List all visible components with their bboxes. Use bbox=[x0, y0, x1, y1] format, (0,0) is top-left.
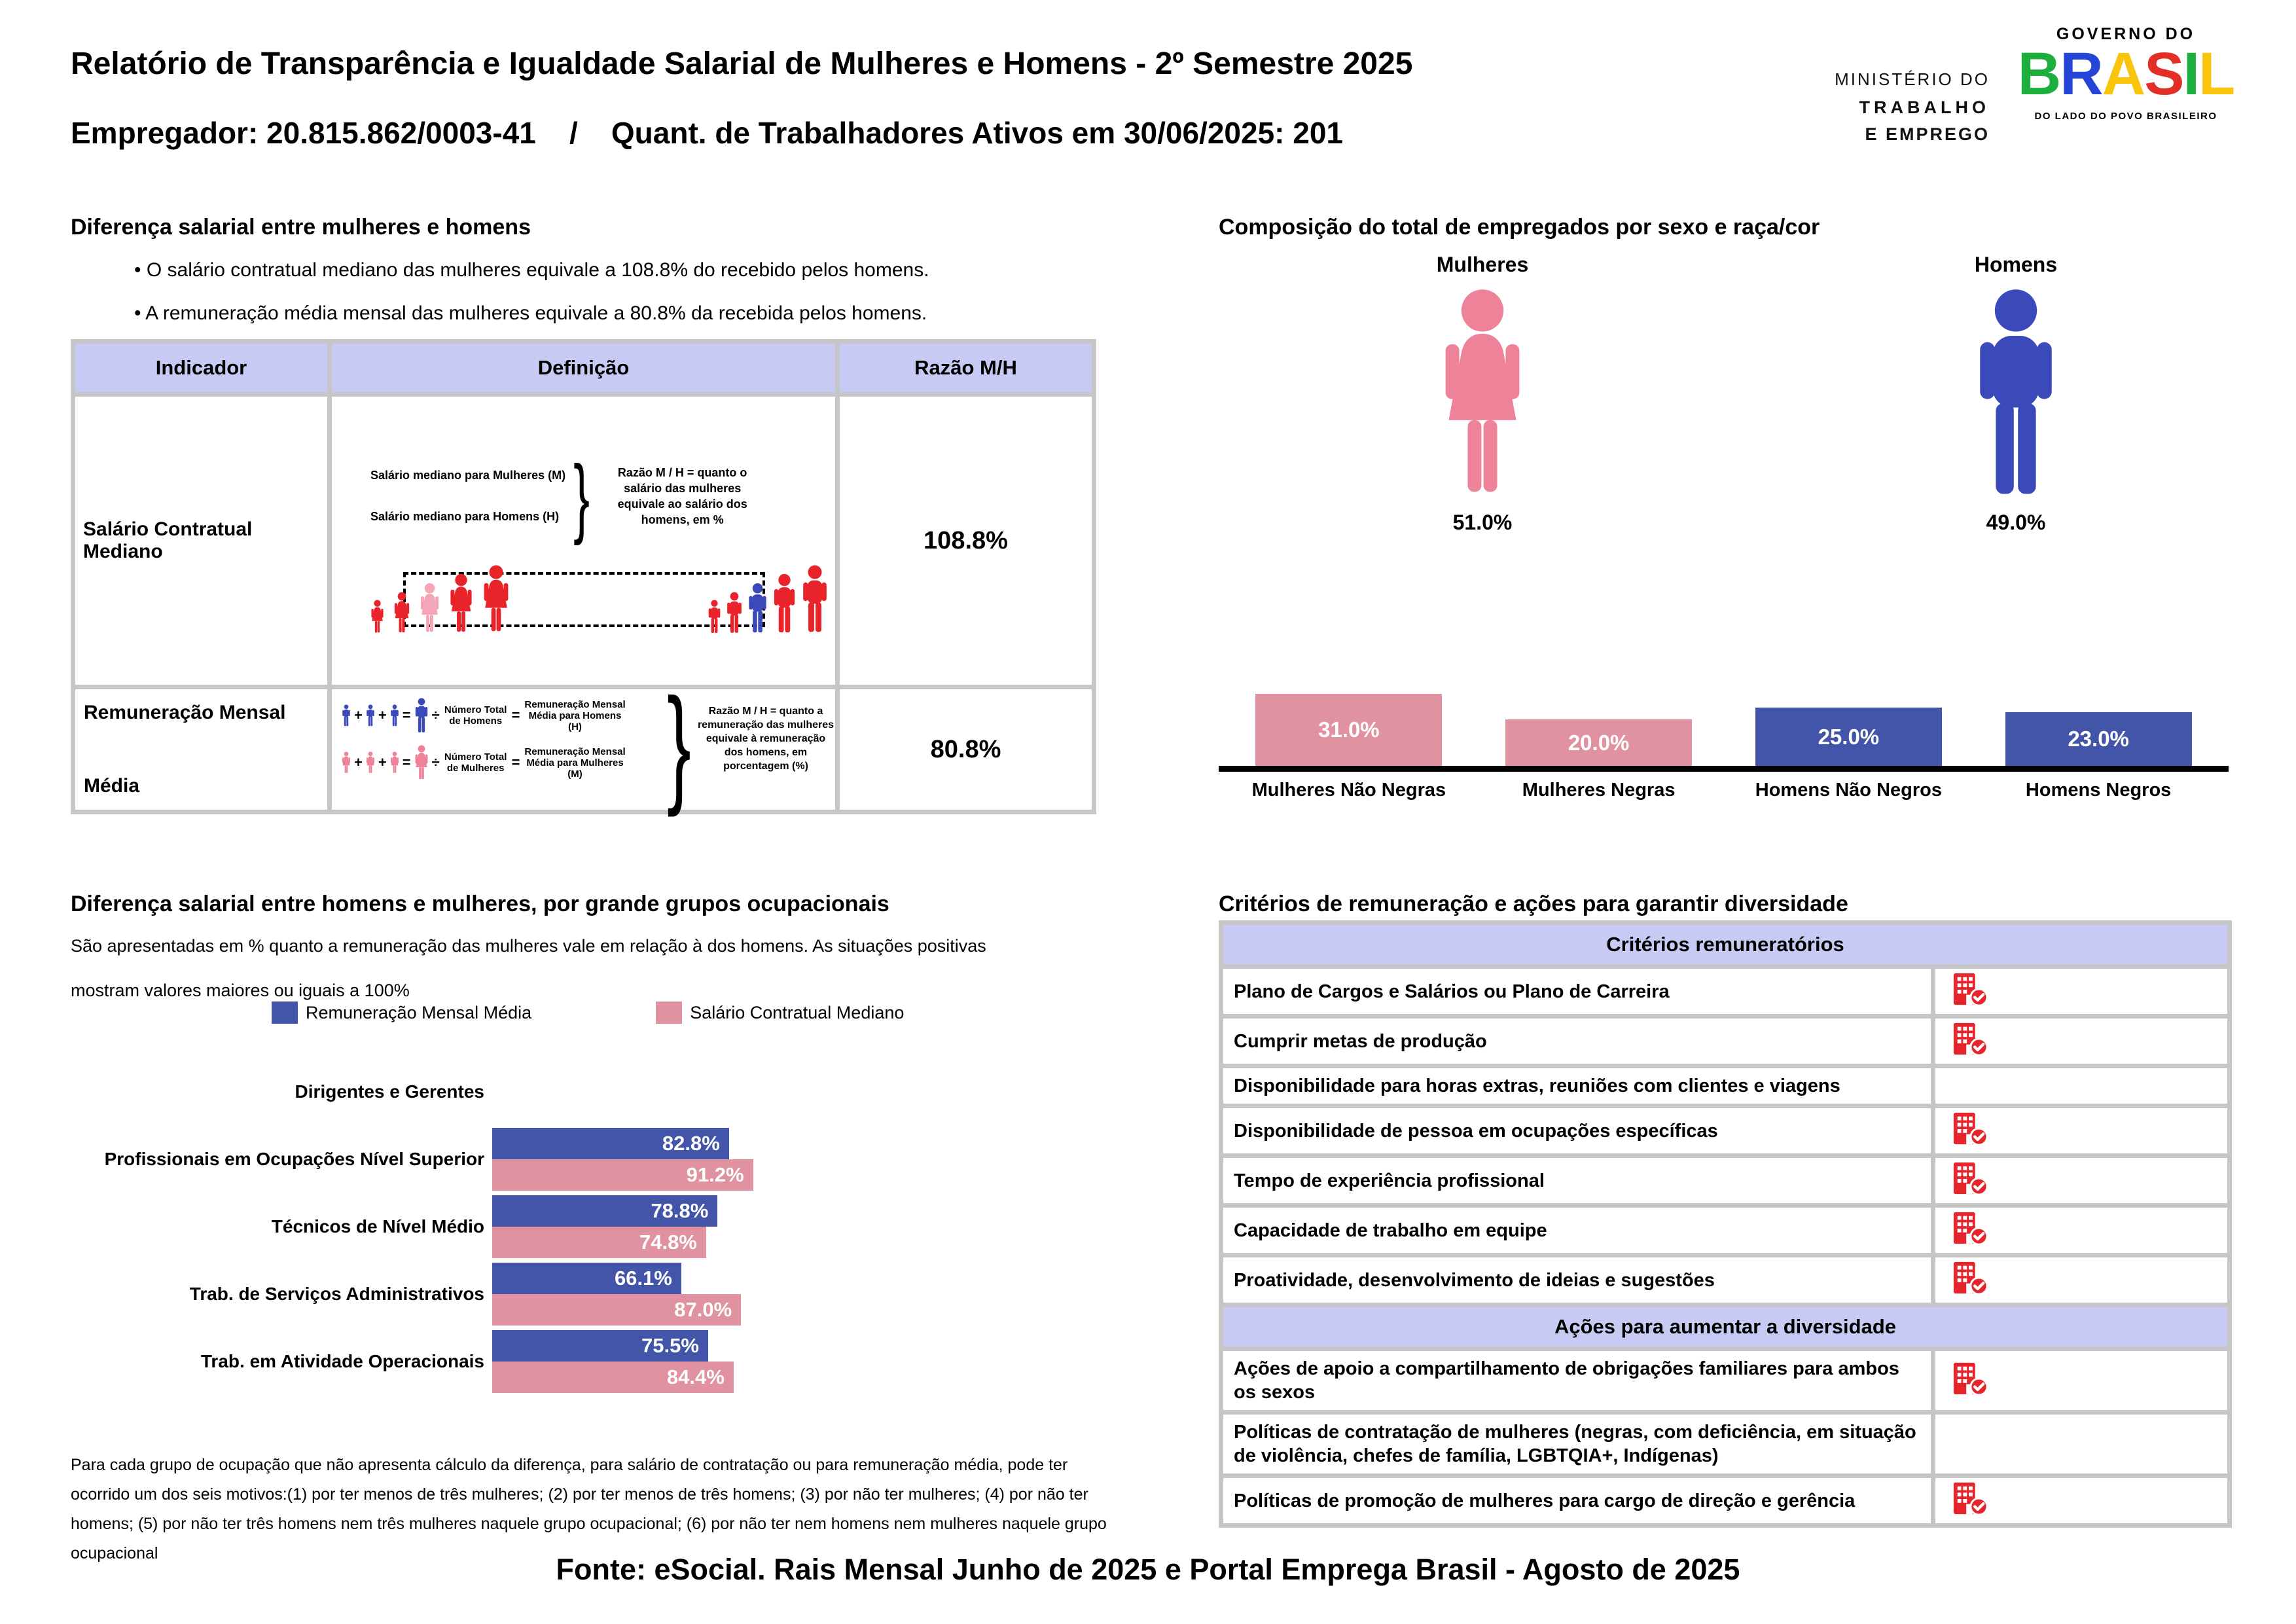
ministry-line: E EMPREGO bbox=[1865, 124, 1990, 144]
woman-pictogram bbox=[420, 583, 440, 634]
criteria-row bbox=[1221, 1476, 2230, 1526]
occupation-group-label: Técnicos de Nível Médio bbox=[271, 1216, 484, 1236]
col-header-definition: Definição bbox=[330, 342, 838, 395]
bar-value-label: 23.0% bbox=[2068, 727, 2129, 751]
employer-check-cell bbox=[1933, 1017, 2230, 1066]
criteria-row bbox=[1221, 1017, 2230, 1066]
bar-value-label: 20.0% bbox=[1568, 730, 1630, 755]
occupation-group-label: Dirigentes e Gerentes bbox=[295, 1081, 484, 1102]
men-composition-block bbox=[1918, 253, 2114, 535]
bar-value-label: 78.8% bbox=[651, 1199, 709, 1222]
operator: = bbox=[511, 707, 520, 723]
woman-pictogram bbox=[342, 751, 351, 774]
indicator-label-line: Remuneração Mensal bbox=[84, 702, 286, 723]
col-header-indicator: Indicador bbox=[73, 342, 330, 395]
building-check-icon bbox=[1951, 1261, 1989, 1296]
operator: = bbox=[402, 707, 411, 723]
definition-line: Salário mediano para Homens (H) bbox=[370, 510, 560, 523]
occupation-bar bbox=[492, 1263, 681, 1294]
legend-label: Salário Contratual Mediano bbox=[690, 1002, 905, 1022]
man-pictogram bbox=[342, 704, 351, 727]
bar-value-label: 66.1% bbox=[614, 1266, 672, 1290]
occupations-subtitle: mostram valores maiores ou iguais a 100% bbox=[71, 981, 410, 1000]
composition-bars bbox=[1219, 693, 2229, 766]
criteria-label: Disponibilidade para horas extras, reuniões com clientes e viagens bbox=[1221, 1066, 1933, 1106]
employer-check-cell bbox=[1933, 1206, 2230, 1255]
composition-bar-column bbox=[1474, 719, 1724, 766]
criteria-label: Disponibilidade de pessoa em ocupações específicas bbox=[1221, 1106, 1933, 1156]
indicator-table bbox=[71, 339, 1096, 818]
women-composition-block bbox=[1384, 253, 1581, 535]
formula-row-men bbox=[342, 698, 627, 733]
ratio-value: 80.8% bbox=[838, 687, 1094, 812]
brasil-letter: A bbox=[2102, 41, 2145, 107]
composition-category-labels bbox=[1219, 772, 2229, 801]
section-heading-occupations: Diferença salarial entre homens e mulheres, por grande grupos ocupacionais bbox=[71, 892, 889, 916]
indicator-label: Salário Contratual Mediano bbox=[73, 395, 330, 687]
bar-value-label: 82.8% bbox=[662, 1131, 720, 1155]
occupations-footnote: Para cada grupo de ocupação que não apresenta cálculo da diferença, para salário de contratação ou para remuneração média, pode ter ocorrido um dos seis motivos:(1) por ter menos de três mulheres; (2) por ter menos de três homens; (3) por não ter mulheres; (4) por não ter homens; (5) por não ter três homens nem três mulheres naquele grupo ocupacional; (6) por não ter nem homens nem mulheres naquele grupo ocupacional bbox=[71, 1456, 1107, 1562]
government-logo bbox=[2008, 25, 2244, 122]
building-check-icon bbox=[1951, 1481, 1989, 1517]
legend-swatch-pink bbox=[656, 1001, 682, 1024]
woman-pictogram bbox=[414, 745, 429, 780]
ratio-value: 108.8% bbox=[838, 395, 1094, 687]
operator: + bbox=[378, 707, 387, 723]
government-logo-top: GOVERNO DO bbox=[2056, 25, 2196, 43]
woman-pictogram bbox=[449, 573, 473, 634]
criteria-row bbox=[1221, 1206, 2230, 1255]
composition-bar-column bbox=[1224, 694, 1474, 766]
bar-value-label: 84.4% bbox=[666, 1365, 725, 1388]
criteria-table bbox=[1219, 920, 2232, 1528]
criteria-label: Políticas de promoção de mulheres para cargo de direção e gerência bbox=[1221, 1476, 1933, 1526]
composition-bar bbox=[1755, 708, 1942, 766]
legend-item-mensal bbox=[272, 1001, 531, 1024]
formula-label: Remuneração Mensal Média para Mulheres (M) bbox=[524, 746, 626, 780]
bar-value-label: 74.8% bbox=[639, 1230, 697, 1254]
women-pictogram-group bbox=[370, 564, 514, 634]
building-check-icon bbox=[1951, 1362, 1989, 1397]
legend-item-mediano bbox=[656, 1001, 904, 1024]
occupation-bar bbox=[492, 1227, 706, 1258]
man-pictogram bbox=[414, 698, 429, 733]
criteria-label: Políticas de contratação de mulheres (negras, com deficiência, em situação de violência, chefes de família, LGBTQIA+, Indígenas) bbox=[1221, 1413, 1933, 1476]
criteria-row bbox=[1221, 1413, 2230, 1476]
indicator-row-mean-remuneration bbox=[73, 687, 1094, 812]
formula-rows bbox=[342, 698, 627, 780]
woman-pictogram bbox=[482, 564, 510, 634]
bar-value-label: 91.2% bbox=[686, 1163, 744, 1186]
occupation-bar bbox=[492, 1362, 734, 1393]
bar-category-label: Mulheres Não Negras bbox=[1251, 780, 1446, 801]
indicator-table-header-row bbox=[73, 342, 1094, 395]
occupation-bar bbox=[492, 1330, 708, 1362]
men-label: Homens bbox=[1974, 253, 2058, 276]
man-pictogram bbox=[747, 583, 768, 634]
men-pictogram-group bbox=[708, 564, 829, 634]
woman-pictogram bbox=[393, 592, 410, 634]
chart-baseline bbox=[1219, 766, 2229, 772]
building-check-icon bbox=[1951, 972, 1989, 1007]
woman-icon bbox=[1440, 287, 1525, 498]
occupation-bar bbox=[492, 1159, 753, 1191]
composition-bar-column bbox=[1973, 712, 2223, 766]
occupation-group-label: Profissionais em Ocupações Nível Superior bbox=[104, 1149, 484, 1169]
criteria-row bbox=[1221, 1066, 2230, 1106]
bar-category-label: Mulheres Negras bbox=[1522, 780, 1676, 801]
building-check-icon bbox=[1951, 1111, 1989, 1147]
formula-label: Número Total de Mulheres bbox=[444, 751, 507, 774]
occupations-bar-chart bbox=[71, 1058, 1131, 1395]
definition-note: Razão M / H = quanto a remuneração das mulheres equivale à remuneração dos homens, em porcentagem (%) bbox=[697, 706, 834, 772]
operator: + bbox=[354, 707, 363, 723]
occupation-group-bars bbox=[492, 1263, 741, 1326]
criteria-section-header bbox=[1221, 1305, 2230, 1349]
section-heading-salary-gap: Diferença salarial entre mulheres e homens bbox=[71, 215, 531, 240]
formula-label: Número Total de Homens bbox=[444, 704, 507, 727]
empty-check-cell bbox=[1933, 1413, 2230, 1476]
indicator-label bbox=[73, 687, 330, 812]
criteria-row bbox=[1221, 967, 2230, 1017]
empty-check-cell bbox=[1933, 1066, 2230, 1106]
col-header-ratio: Razão M/H bbox=[838, 342, 1094, 395]
composition-bar bbox=[1255, 694, 1442, 766]
man-pictogram bbox=[726, 592, 743, 634]
operator: ÷ bbox=[431, 707, 440, 723]
occupation-group bbox=[71, 1327, 1131, 1395]
indicator-label-line: Média bbox=[84, 775, 140, 797]
definition-note: Razão M / H = quanto o salário das mulheres equivale ao salário dos homens, em % bbox=[617, 466, 747, 526]
occupation-group bbox=[71, 1058, 1131, 1125]
composition-bar-column bbox=[1724, 708, 1974, 766]
occupation-group-label: Trab. em Atividade Operacionais bbox=[200, 1351, 484, 1371]
brace-glyph: } bbox=[573, 446, 590, 546]
occupation-group-label: Trab. de Serviços Administrativos bbox=[189, 1284, 484, 1304]
ministry-line: TRABALHO bbox=[1859, 98, 1990, 117]
operator: ÷ bbox=[431, 754, 440, 770]
bar-category-label: Homens Não Negros bbox=[1755, 780, 1942, 801]
brasil-letter: S bbox=[2144, 41, 2183, 107]
employer-check-cell bbox=[1933, 967, 2230, 1017]
page-subtitle: Empregador: 20.815.862/0003-41 / Quant. de Trabalhadores Ativos em 30/06/2025: 201 bbox=[71, 116, 1344, 150]
employer-check-cell bbox=[1933, 1156, 2230, 1206]
composition-bar-chart bbox=[1219, 693, 2229, 801]
section-heading-criteria: Critérios de remuneração e ações para garantir diversidade bbox=[1219, 892, 1848, 916]
occupation-bar bbox=[492, 1294, 741, 1326]
bar-value-label: 25.0% bbox=[1818, 724, 1880, 749]
ministry-line: MINISTÉRIO DO bbox=[1835, 69, 1990, 89]
man-pictogram bbox=[390, 704, 399, 727]
man-pictogram bbox=[801, 564, 829, 634]
salary-gap-bullet: • A remuneração média mensal das mulheres equivale a 80.8% da recebida pelos homens. bbox=[134, 302, 927, 324]
occupation-group bbox=[71, 1260, 1131, 1327]
section-header-label: Critérios remuneratórios bbox=[1221, 923, 2230, 967]
building-check-icon bbox=[1951, 1022, 1989, 1057]
brasil-letter: I bbox=[2183, 41, 2199, 107]
occupation-group-bars bbox=[492, 1330, 734, 1393]
occupations-subtitle: São apresentadas em % quanto a remuneração das mulheres vale em relação à dos homens. As situações positivas bbox=[71, 936, 986, 956]
section-heading-composition: Composição do total de empregados por sexo e raça/cor bbox=[1219, 215, 1820, 240]
legend-swatch-blue bbox=[272, 1001, 298, 1024]
occupation-group bbox=[71, 1193, 1131, 1260]
men-percentage: 49.0% bbox=[1986, 511, 2046, 534]
composition-bar bbox=[2005, 712, 2192, 766]
employer-check-cell bbox=[1933, 1255, 2230, 1305]
occupation-group bbox=[71, 1125, 1131, 1193]
criteria-label: Plano de Cargos e Salários ou Plano de Carreira bbox=[1221, 967, 1933, 1017]
brasil-letter: R bbox=[2060, 41, 2102, 107]
government-logo-tagline: DO LADO DO POVO BRASILEIRO bbox=[2034, 110, 2217, 122]
criteria-row bbox=[1221, 1255, 2230, 1305]
building-check-icon bbox=[1951, 1161, 1989, 1197]
chart-legend bbox=[272, 1001, 904, 1024]
median-pictogram-row bbox=[370, 560, 834, 634]
women-label: Mulheres bbox=[1436, 253, 1529, 276]
bar-value-label: 87.0% bbox=[674, 1297, 732, 1321]
employer-check-cell bbox=[1933, 1349, 2230, 1413]
occupation-bar bbox=[492, 1128, 729, 1159]
salary-gap-bullet: • O salário contratual mediano das mulheres equivale a 108.8% do recebido pelos homens. bbox=[134, 259, 929, 281]
ministry-logo bbox=[1787, 69, 1990, 145]
brasil-wordmark bbox=[2008, 41, 2244, 107]
criteria-label: Tempo de experiência profissional bbox=[1221, 1156, 1933, 1206]
composition-bar bbox=[1505, 719, 1692, 766]
definition-diagram-mean bbox=[330, 672, 838, 818]
bar-value-label: 31.0% bbox=[1318, 717, 1380, 742]
employer-check-cell bbox=[1933, 1106, 2230, 1156]
brasil-letter: L bbox=[2198, 41, 2234, 107]
occupation-bar bbox=[492, 1195, 717, 1227]
formula-label: Remuneração Mensal Média para Homens (H) bbox=[524, 698, 626, 732]
man-icon bbox=[1973, 287, 2058, 498]
legend-label: Remuneração Mensal Média bbox=[306, 1002, 532, 1022]
criteria-label: Ações de apoio a compartilhamento de obrigações familiares para ambos os sexos bbox=[1221, 1349, 1933, 1413]
criteria-label: Proatividade, desenvolvimento de ideias e sugestões bbox=[1221, 1255, 1933, 1305]
bar-value-label: 75.5% bbox=[641, 1333, 699, 1357]
indicator-row-median-salary bbox=[73, 395, 1094, 687]
criteria-section-header bbox=[1221, 923, 2230, 967]
woman-pictogram bbox=[370, 600, 384, 634]
building-check-icon bbox=[1951, 1211, 1989, 1246]
criteria-row bbox=[1221, 1106, 2230, 1156]
criteria-row bbox=[1221, 1156, 2230, 1206]
definition-diagram-median bbox=[330, 395, 838, 687]
occupation-group-bars bbox=[492, 1128, 753, 1191]
woman-pictogram bbox=[366, 751, 375, 774]
section-header-label: Ações para aumentar a diversidade bbox=[1221, 1305, 2230, 1349]
formula-row-women bbox=[342, 745, 627, 780]
operator: = bbox=[511, 754, 520, 770]
operator: + bbox=[378, 754, 387, 770]
man-pictogram bbox=[772, 573, 797, 634]
occupation-group-bars bbox=[492, 1195, 717, 1258]
brasil-letter: B bbox=[2017, 41, 2060, 107]
criteria-row bbox=[1221, 1349, 2230, 1413]
operator: + bbox=[354, 754, 363, 770]
criteria-label: Capacidade de trabalho em equipe bbox=[1221, 1206, 1933, 1255]
source-footer: Fonte: eSocial. Rais Mensal Junho de 2025 e Portal Emprega Brasil - Agosto de 2025 bbox=[556, 1553, 1740, 1586]
man-pictogram bbox=[366, 704, 375, 727]
man-pictogram bbox=[708, 600, 721, 634]
employer-check-cell bbox=[1933, 1476, 2230, 1526]
definition-line: Salário mediano para Mulheres (M) bbox=[370, 469, 566, 482]
woman-pictogram bbox=[390, 751, 399, 774]
operator: = bbox=[402, 754, 411, 770]
page-title: Relatório de Transparência e Igualdade Salarial de Mulheres e Homens - 2º Semestre 2025 bbox=[71, 46, 1413, 81]
criteria-label: Cumprir metas de produção bbox=[1221, 1017, 1933, 1066]
bar-category-label: Homens Negros bbox=[2025, 780, 2172, 801]
brace-glyph: } bbox=[667, 672, 691, 818]
women-percentage: 51.0% bbox=[1452, 511, 1513, 534]
